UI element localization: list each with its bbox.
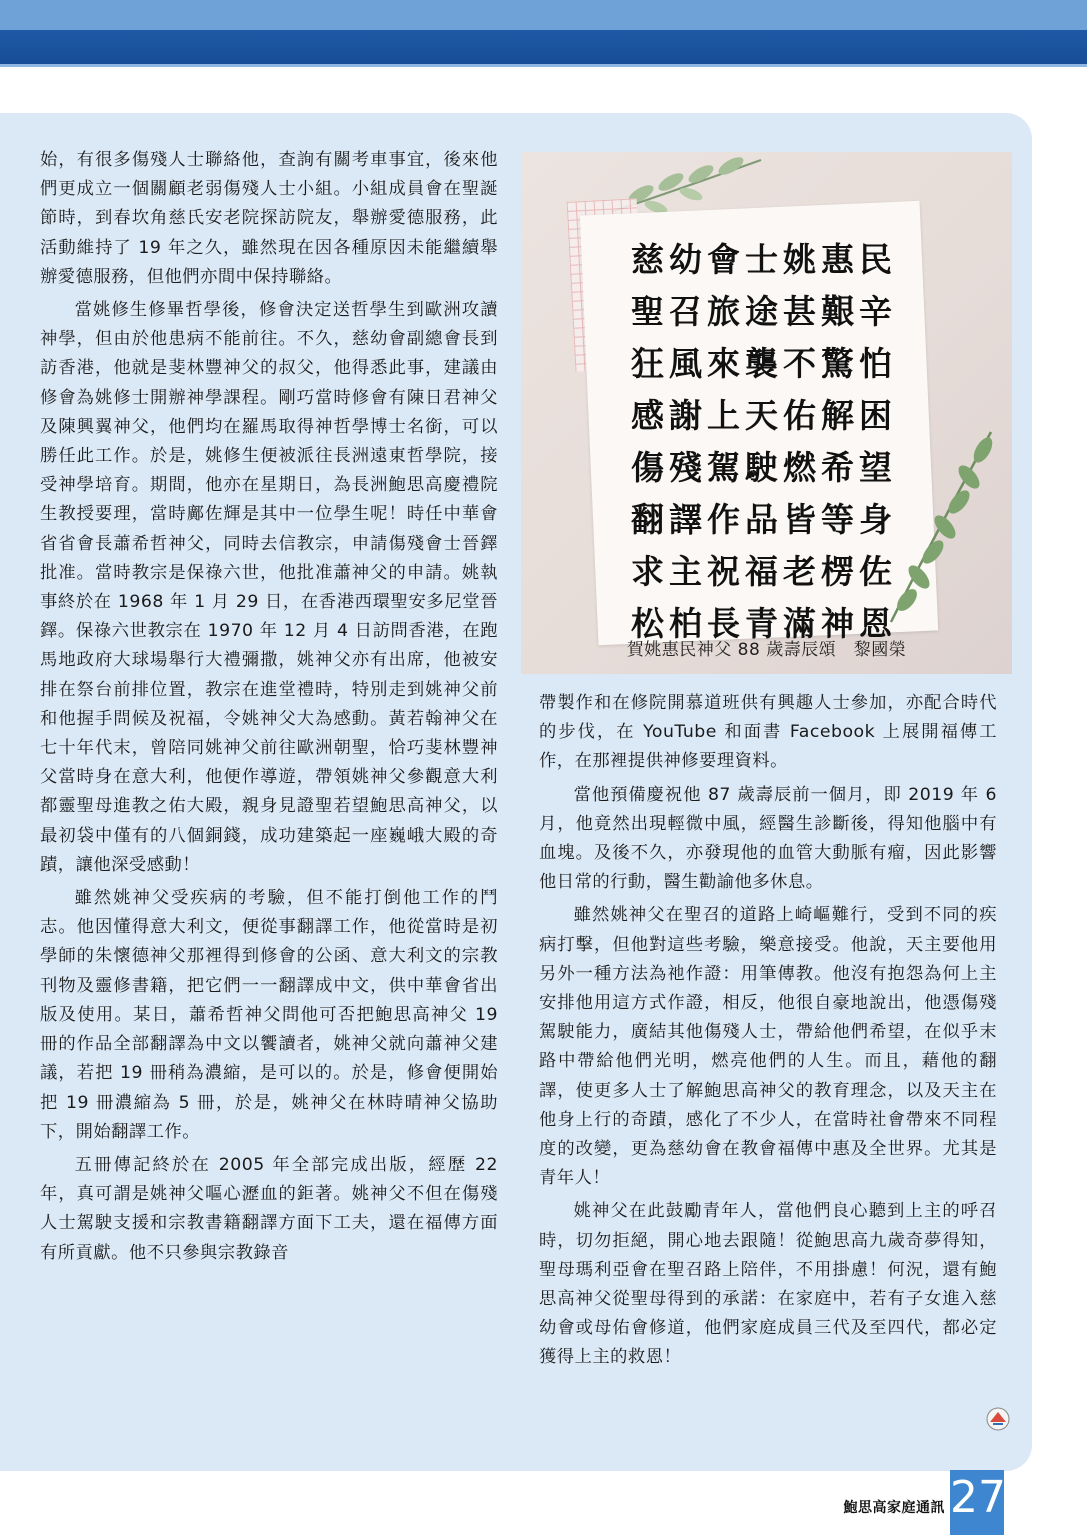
leaf-branch-right-icon [871,422,1012,632]
poem-line-5: 傷殘駕駛燃希望 [631,448,897,487]
poem-text [631,234,897,650]
header-band-edge [0,64,1087,67]
poem-line-8: 松柏長青滿神恩 [631,604,897,643]
poem-line-4: 感謝上天佑解困 [631,396,897,435]
header-band-dark [0,30,1087,64]
page-number: 27 [950,1472,1006,1523]
right-paragraph-1: 帶製作和在修院開慕道班供有興趣人士參加，亦配合時代的步伐，在 YouTube 和面書 Facebook 上展開福傳工作，在那裡提供神修要理資料。 [539,693,997,772]
salesian-logo-icon [985,1406,1011,1432]
poem-image [521,152,1012,674]
right-paragraph-3: 雖然姚神父在聖召的道路上崎嶇難行，受到不同的疾病打擊，但他對這些考驗，樂意接受。他說，天主要他用另外一種方法為祂作證：用筆傳教。他沒有抱怨為何上主安排他用這方式作證，相反，他很自豪地說出，他憑傷殘駕駛能力，廣結其他傷殘人士，帶給他們希望，在似乎末路中帶給他們光明，燃亮他們的人生。而且，藉他的翻譯，使更多人士了解鮑思高神父的教育理念，以及天主在他身上行的奇蹟，感化了不少人，在當時社會帶來不同程度的改變，更為慈幼會在教會福傳中惠及全世界。尤其是青年人！ [539,905,997,1189]
right-paragraph-2: 當他預備慶祝他 87 歲壽辰前一個月，即 2019 年 6 月，他竟然出現輕微中風，經醫生診斷後，得知他腦中有血塊。及後不久，亦發現他的血管大動脈有瘤，因此影響他日常的行動，醫生勸諭他多休息。 [539,784,997,893]
left-paragraph-4: 五冊傳記終於在 2005 年全部完成出版，經歷 22 年，真可謂是姚神父嘔心瀝血的鉅著。姚神父不但在傷殘人士駕駛支援和宗教書籍翻譯方面下工夫，還在福傳方面有所貢獻。他不只參與宗教錄音 [40,1154,498,1263]
poem-line-7: 求主祝福老楞佐 [631,552,897,591]
poem-line-3: 狂風來襲不驚怕 [631,344,897,383]
header-band-light [0,0,1087,30]
poem-caption: 賀姚惠民神父 88 歲壽辰頌 黎國榮 [626,640,907,660]
left-column [40,146,498,1272]
publication-name: 鮑思高家庭通訊 [843,1500,945,1516]
poem-line-2: 聖召旅途甚艱辛 [631,292,897,331]
poem-line-1: 慈幼會士姚惠民 [631,240,897,279]
left-paragraph-1: 始，有很多傷殘人士聯絡他，查詢有關考車事宜，後來他們更成立一個關顧老弱傷殘人士小組。小組成員會在聖誕節時，到春坎角慈氏安老院探訪院友，舉辦愛德服務，此活動維持了 19 年之久，雖然現在因各種原因未能繼續舉辦愛德服務，但他們亦間中保持聯絡。 [40,150,498,287]
right-paragraph-4: 姚神父在此鼓勵青年人，當他們良心聽到上主的呼召時，切勿拒絕，開心地去跟隨！從鮑思高九歲奇夢得知，聖母瑪利亞會在聖召路上陪伴，不用掛慮！何況，還有鮑思高神父從聖母得到的承諾：在家庭中，若有子女進入慈幼會或母佑會修道，他們家庭成員三代及至四代，都必定獲得上主的救恩！ [539,1201,997,1368]
left-paragraph-3: 雖然姚神父受疾病的考驗，但不能打倒他工作的鬥志。他因懂得意大利文，便從事翻譯工作，他從當時是初學師的朱懷德神父那裡得到修會的公函、意大利文的宗教刊物及靈修書籍，把它們一一翻譯成中文，供中華會省出版及使用。某日，蕭希哲神父問他可否把鮑思高神父 19 冊的作品全部翻譯為中文以饗讀者，姚神父就向蕭神父建議，若把 19 冊稍為濃縮，是可以的。於是，修會便開始把 19 冊濃縮為 5 冊，於是，姚神父在林時晴神父協助下，開始翻譯工作。 [40,888,498,1142]
right-column [539,689,997,1377]
poem-line-6: 翻譯作品皆等身 [631,500,897,539]
left-paragraph-2: 當姚修生修畢哲學後，修會決定送哲學生到歐洲攻讀神學，但由於他患病不能前往。不久，慈幼會副總會長到訪香港，他就是斐林豐神父的叔父，他得悉此事，建議由修會為姚修士開辦神學課程。剛巧當時修會有陳日君神父及陳興翼神父，他們均在羅馬取得神哲學博士名銜，可以勝任此工作。於是，姚修生便被派往長洲遠東哲學院，接受神學培育。期間，他亦在星期日，為長洲鮑思高慶禮院生教授要理，當時鄺佐輝是其中一位學生呢！時任中華會省省會長蕭希哲神父，同時去信教宗，申請傷殘會士晉鐸批准。當時教宗是保祿六世，他批准蕭神父的申請。姚執事終於在 1968 年 1 月 29 日，在香港西環聖安多尼堂晉鐸。保祿六世教宗在 1970 年 12 月 4 日訪問香港，在跑馬地政府大球場舉行大禮彌撒，姚神父亦有出席，他被安排在祭台前排位置，教宗在進堂禮時，特別走到姚神父前和他握手問候及祝福，令姚神父大為感動。黃若翰神父在七十年代末，曾陪同姚神父前往歐洲朝聖，恰巧斐林豐神父當時身在意大利，他便作導遊，帶領姚神父參觀意大利都靈聖母進教之佑大殿，親身見證聖若望鮑思高神父，以最初袋中僅有的八個銅錢，成功建築起一座巍峨大殿的奇蹟，讓他深受感動！ [40,300,498,875]
